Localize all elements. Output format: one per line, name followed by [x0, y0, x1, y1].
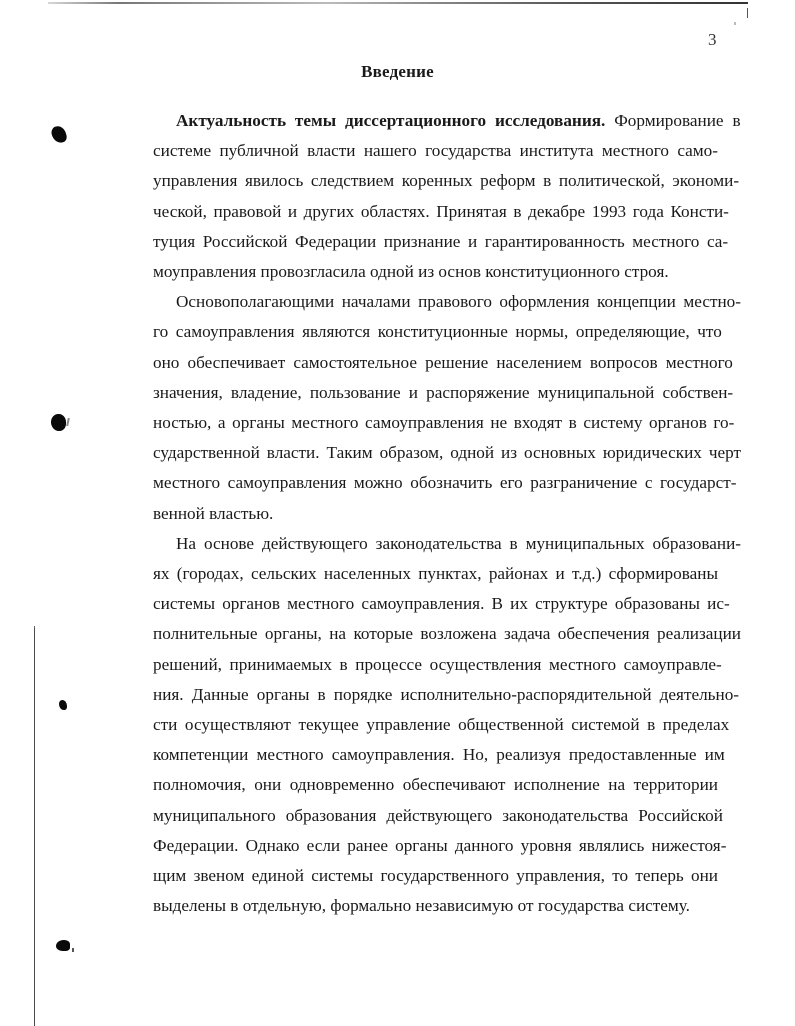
- text-line: ностью, а органы местного самоуправления не входят в систему органов го-: [153, 413, 735, 433]
- binding-hole-mark: [50, 124, 68, 144]
- page-title: Введение: [361, 62, 434, 81]
- text-line: сударственной власти. Таким образом, одной из основных юридических черт: [153, 443, 741, 463]
- text-line: компетенции местного самоуправления. Но, реализуя предоставленные им: [153, 745, 725, 765]
- binding-hole-mark: [51, 414, 66, 431]
- page-number: 3: [708, 30, 717, 49]
- text-line: туция Российской Федерации признание и гарантированность местного са-: [153, 231, 729, 251]
- text-line: На основе действующего законодательства в муниципальных образовани-: [176, 533, 741, 553]
- paragraph-relevance: [130, 106, 741, 287]
- text-line: венной властью.: [153, 503, 274, 523]
- text-line: решений, принимаемых в процессе осуществления местного самоуправле-: [153, 654, 722, 674]
- text-line: системы органов местного самоуправления. В их структуре образованы ис-: [153, 594, 730, 614]
- text-line: [130, 106, 741, 136]
- text-line: полнительные органы, на которые возложена задача обеспечения реализации: [153, 624, 741, 644]
- binding-hole-mark-tail: [72, 948, 74, 952]
- text-line: ях (городах, сельских населенных пунктах, районах и т.д.) сформированы: [153, 564, 718, 584]
- section-lead-heading: Актуальность темы диссертационного исследования.: [176, 111, 606, 130]
- binding-hole-mark: [59, 700, 67, 710]
- paragraph-municipal-bodies: [130, 529, 741, 922]
- document-body: [130, 106, 741, 921]
- scan-edge-mark: [747, 8, 748, 18]
- binding-hole-mark: [56, 940, 70, 951]
- text-line: ния. Данные органы в порядке исполнительно-распорядительной деятельно-: [153, 684, 740, 704]
- text-line: выделены в отдельную, формально независимую от государства систему.: [153, 896, 690, 916]
- text-line: системе публичной власти нашего государства института местного само-: [153, 141, 718, 161]
- text-line: Основополагающими началами правового оформления концепции местно-: [176, 292, 741, 312]
- text-line: щим звеном единой системы государственного управления, то теперь они: [153, 866, 718, 886]
- binding-hole-mark-tail: [66, 418, 70, 426]
- text-line: ческой, правовой и других областях. Принятая в декабре 1993 года Консти-: [153, 201, 729, 221]
- scan-top-edge-line: [48, 2, 748, 4]
- text-line: Федерации. Однако если ранее органы данного уровня являлись нижестоя-: [153, 835, 727, 855]
- text-line: муниципального образования действующего законодательства Российской: [153, 805, 723, 825]
- text-line: управления явилось следствием коренных реформ в политической, экономи-: [153, 171, 740, 191]
- text-line: оно обеспечивает самостоятельное решение населением вопросов местного: [153, 352, 733, 372]
- text-line: значения, владение, пользование и распоряжение муниципальной собствен-: [153, 382, 734, 402]
- text-line: местного самоуправления можно обозначить его разграничение с государст-: [153, 473, 737, 493]
- text-line: сти осуществляют текущее управление общественной системой в пределах: [153, 715, 730, 735]
- text-line-content: Формирование в: [605, 111, 741, 130]
- text-line: моуправления провозгласила одной из основ конституционного строя.: [153, 262, 669, 282]
- text-line: полномочия, они одновременно обеспечивают исполнение на территории: [153, 775, 718, 795]
- scan-speck: [734, 22, 736, 25]
- text-line: го самоуправления являются конституционные нормы, определяющие, что: [153, 322, 722, 342]
- scan-left-edge-line: [34, 628, 35, 1026]
- paragraph-foundations: [130, 287, 741, 529]
